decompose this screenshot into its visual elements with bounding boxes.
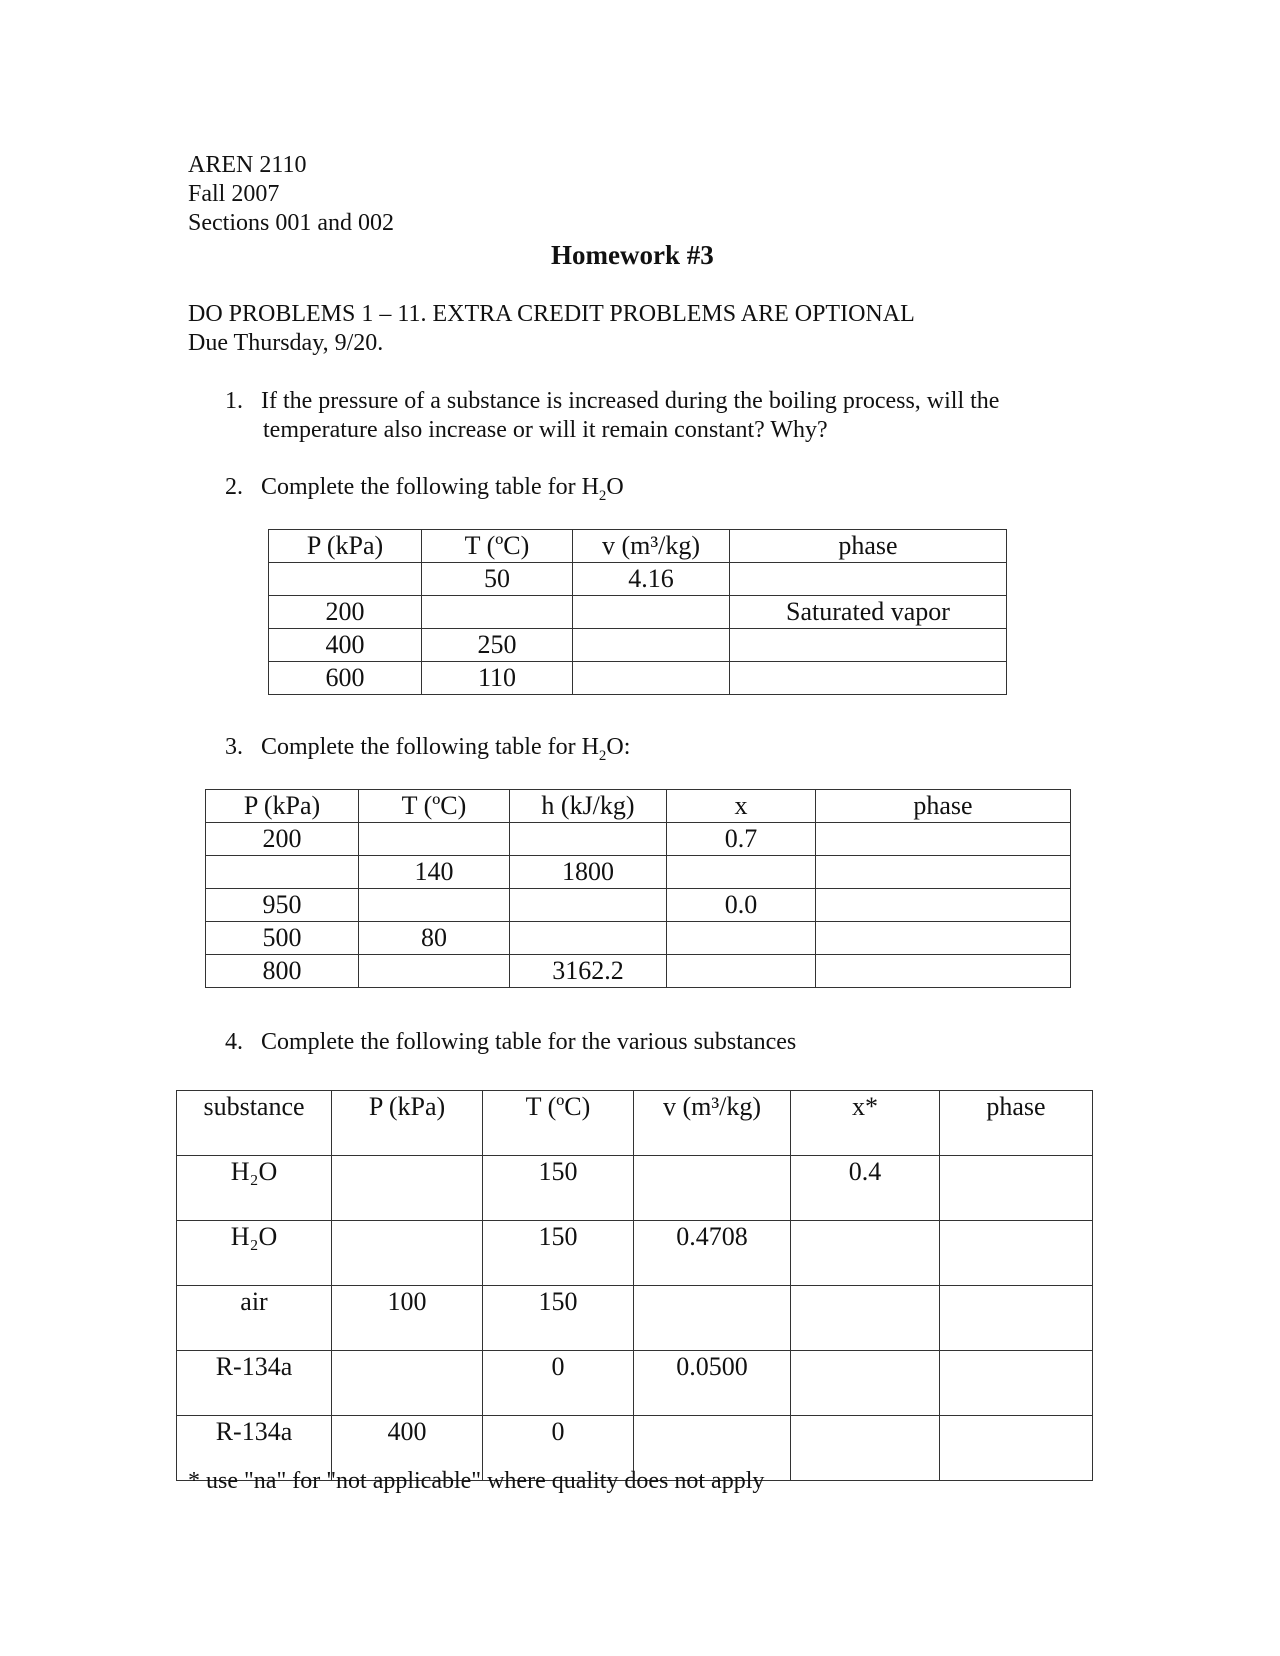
table-cell	[332, 1351, 483, 1416]
table-cell: H₂O	[177, 1156, 332, 1221]
table-cell	[940, 1286, 1093, 1351]
table-cell: 950	[206, 889, 359, 922]
table-cell: 3162.2	[510, 955, 667, 988]
problem-3	[225, 734, 630, 762]
column-header: x*	[791, 1091, 940, 1156]
table-cell	[359, 823, 510, 856]
table-cell	[940, 1416, 1093, 1481]
table-cell: 0.0500	[634, 1351, 791, 1416]
table-cell: 0	[483, 1351, 634, 1416]
sections: Sections 001 and 002	[188, 210, 394, 236]
table-cell	[730, 662, 1007, 695]
table-row	[269, 596, 1007, 629]
table-cell: R-134a	[177, 1351, 332, 1416]
header-row	[177, 1091, 1093, 1156]
table-cell	[816, 889, 1071, 922]
problem-text: O:	[606, 734, 631, 760]
table-row	[206, 889, 1071, 922]
column-header: T (ºC)	[483, 1091, 634, 1156]
table-row	[206, 823, 1071, 856]
problem-number: 2.	[225, 474, 243, 500]
instructions: DO PROBLEMS 1 – 11. EXTRA CREDIT PROBLEMS ARE OPTIONAL	[188, 301, 915, 327]
table-row	[177, 1221, 1093, 1286]
table-cell	[206, 856, 359, 889]
due-date: Due Thursday, 9/20.	[188, 330, 384, 356]
table-cell	[791, 1286, 940, 1351]
subscript: 2	[598, 487, 607, 504]
table-cell: 250	[422, 629, 573, 662]
table-cell: 4.16	[573, 563, 730, 596]
problem-2	[225, 474, 624, 502]
table-cell	[730, 629, 1007, 662]
column-header: P (kPa)	[206, 790, 359, 823]
table-cell: 0	[483, 1416, 634, 1481]
table-row	[206, 922, 1071, 955]
table-row	[177, 1156, 1093, 1221]
table-cell: R-134a	[177, 1416, 332, 1481]
table-cell: 80	[359, 922, 510, 955]
table-row	[269, 563, 1007, 596]
table-cell: 500	[206, 922, 359, 955]
table-row	[177, 1286, 1093, 1351]
table-cell: 140	[359, 856, 510, 889]
table-row	[206, 955, 1071, 988]
column-header: v (m³/kg)	[573, 530, 730, 563]
table-row	[177, 1351, 1093, 1416]
column-header: substance	[177, 1091, 332, 1156]
footnote: * use "na" for "not applicable" where quality does not apply	[188, 1468, 765, 1494]
water-properties-table-2	[205, 789, 1071, 988]
table-cell	[332, 1156, 483, 1221]
table-cell	[634, 1156, 791, 1221]
table-cell: 150	[483, 1286, 634, 1351]
table-cell	[940, 1221, 1093, 1286]
table-row	[269, 629, 1007, 662]
page-title: Homework #3	[551, 240, 714, 270]
table-cell	[422, 596, 573, 629]
problem-1	[225, 388, 999, 416]
table-cell: 50	[422, 563, 573, 596]
table-cell	[667, 856, 816, 889]
problem-1-line-2: temperature also increase or will it remain constant? Why?	[263, 417, 828, 443]
table-cell	[634, 1286, 791, 1351]
table-cell: 400	[332, 1416, 483, 1481]
table-cell	[510, 889, 667, 922]
table-cell	[816, 823, 1071, 856]
substances-table	[176, 1090, 1093, 1481]
problem-text-line: If the pressure of a substance is increased during the boiling process, will the	[261, 388, 1000, 414]
column-header: phase	[940, 1091, 1093, 1156]
problem-number: 1.	[225, 388, 243, 414]
table-cell: 800	[206, 955, 359, 988]
column-header: x	[667, 790, 816, 823]
problem-number: 3.	[225, 734, 243, 760]
column-header: phase	[816, 790, 1071, 823]
table-cell: 110	[422, 662, 573, 695]
table-cell	[816, 856, 1071, 889]
table-cell	[730, 563, 1007, 596]
column-header: phase	[730, 530, 1007, 563]
table-cell	[667, 922, 816, 955]
table-cell	[573, 596, 730, 629]
table-cell	[573, 662, 730, 695]
water-properties-table-1	[268, 529, 1007, 695]
column-header: h (kJ/kg)	[510, 790, 667, 823]
problem-text: O	[606, 474, 624, 500]
table-cell: air	[177, 1286, 332, 1351]
table-cell	[667, 955, 816, 988]
column-header: P (kPa)	[332, 1091, 483, 1156]
table-cell	[816, 955, 1071, 988]
table-cell	[940, 1351, 1093, 1416]
table-row	[269, 662, 1007, 695]
table-cell	[510, 922, 667, 955]
table-cell: 600	[269, 662, 422, 695]
table-cell: Saturated vapor	[730, 596, 1007, 629]
problem-4	[225, 1029, 796, 1057]
table-cell: 1800	[510, 856, 667, 889]
table-cell: H₂O	[177, 1221, 332, 1286]
problem-number: 4.	[225, 1029, 243, 1055]
table-cell: 0.4708	[634, 1221, 791, 1286]
table-cell	[791, 1221, 940, 1286]
table-cell: 150	[483, 1221, 634, 1286]
table-cell	[791, 1351, 940, 1416]
table-cell: 200	[206, 823, 359, 856]
table-cell: 0.7	[667, 823, 816, 856]
problem-text: Complete the following table for the various substances	[261, 1029, 797, 1055]
column-header: T (ºC)	[422, 530, 573, 563]
header-row	[269, 530, 1007, 563]
table-cell	[791, 1416, 940, 1481]
problem-text: Complete the following table for H	[261, 474, 599, 500]
table-cell	[816, 922, 1071, 955]
table-cell: 400	[269, 629, 422, 662]
table-cell: 200	[269, 596, 422, 629]
table-cell	[359, 955, 510, 988]
column-header: T (ºC)	[359, 790, 510, 823]
table-cell	[332, 1221, 483, 1286]
table-row	[206, 856, 1071, 889]
table-cell	[359, 889, 510, 922]
table-cell: 0.4	[791, 1156, 940, 1221]
table-cell	[510, 823, 667, 856]
table-cell	[573, 629, 730, 662]
column-header: P (kPa)	[269, 530, 422, 563]
table-cell: 0.0	[667, 889, 816, 922]
table-cell	[940, 1156, 1093, 1221]
header-row	[206, 790, 1071, 823]
course-code: AREN 2110	[188, 152, 307, 178]
table-cell	[269, 563, 422, 596]
subscript: 2	[598, 747, 607, 764]
term: Fall 2007	[188, 181, 280, 207]
table-cell: 150	[483, 1156, 634, 1221]
problem-text: Complete the following table for H	[261, 734, 599, 760]
table-cell: 100	[332, 1286, 483, 1351]
column-header: v (m³/kg)	[634, 1091, 791, 1156]
